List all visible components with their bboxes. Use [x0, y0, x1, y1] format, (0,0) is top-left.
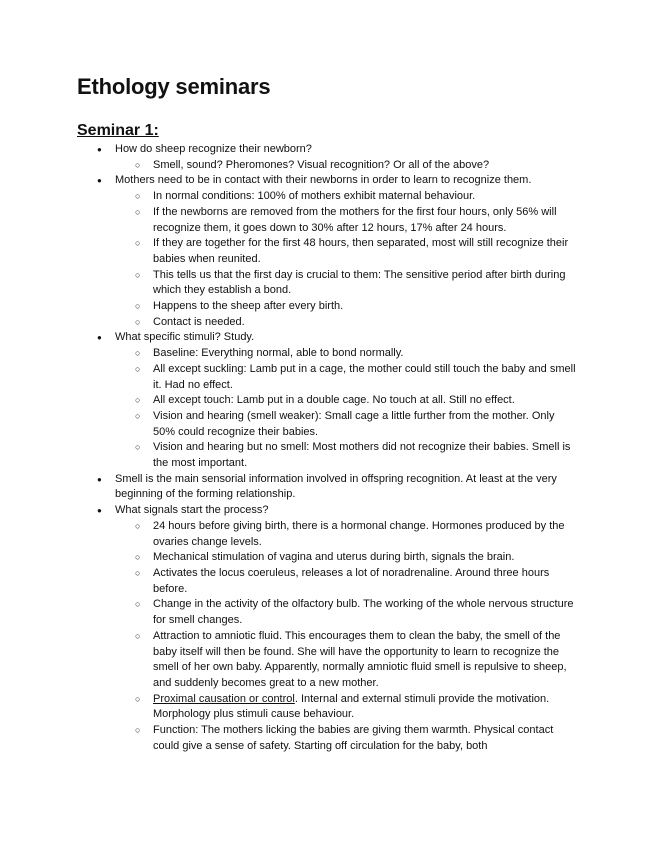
sub-list-item: ○ 24 hours before giving birth, there is a hormonal change. Hormones produced by the ovaries change levels. [115, 519, 585, 550]
proximal-causation-link-text: Proximal causation or control [153, 692, 295, 705]
sub-list-item: ○ Vision and hearing (smell weaker): Small cage a little further from the mother. Only 50% could recognize their babies. [115, 409, 585, 440]
sub-list-item: ○ Change in the activity of the olfactory bulb. The working of the whole nervous structure for smell changes. [115, 597, 585, 628]
list-item [95, 173, 585, 330]
list-item [95, 472, 585, 503]
sub-list [115, 519, 585, 755]
proximal-causation-rest: . Internal and external stimuli provide the motivation. Morphology plus stimuli cause behaviour. [153, 692, 550, 721]
list-item [95, 503, 585, 754]
sub-list [115, 158, 585, 174]
list-item [95, 330, 585, 471]
sub-list-item: ○ Function: The mothers licking the babies are giving them warmth. Physical contact could give a sense of safety. Starting off circulation for the baby, both [115, 723, 585, 754]
section-title: Seminar 1: [77, 122, 159, 139]
sub-list-item: ○ Contact is needed. [115, 315, 585, 331]
sub-list-item: ○ Mechanical stimulation of vagina and uterus during birth, signals the brain. [115, 550, 585, 566]
list-item-text: What signals start the process? [115, 504, 269, 517]
sub-list-item: ○ If the newborns are removed from the mothers for the first four hours, only 56% will recognize them, it goes down to 30% after 12 hours, 17% after 24 hours. [115, 205, 585, 236]
sub-list-item: ○ Activates the locus coeruleus, releases a lot of noradrenaline. Around three hours before. [115, 566, 585, 597]
sub-list-item: ○ In normal conditions: 100% of mothers exhibit maternal behaviour. [115, 189, 585, 205]
sub-list-item: ○ All except touch: Lamb put in a double cage. No touch at all. Still no effect. [115, 393, 585, 409]
sub-list [115, 189, 585, 330]
sub-list-item: ○ If they are together for the first 48 hours, then separated, most will still recognize their babies when reunited. [115, 236, 585, 267]
sub-list-item: ○ Smell, sound? Pheromones? Visual recognition? Or all of the above? [115, 158, 585, 174]
sub-list-item: ○ Vision and hearing but no smell: Most mothers did not recognize their babies. Smell is the most important. [115, 440, 585, 471]
notes-list [95, 142, 585, 754]
sub-list [115, 346, 585, 472]
list-item-text: What specific stimuli? Study. [115, 331, 255, 344]
list-item-text: Smell is the main sensorial information involved in offspring recognition. At least at the very beginning of the forming relationship. [115, 472, 557, 501]
list-item-text: Mothers need to be in contact with their newborns in order to learn to recognize them. [115, 174, 532, 187]
sub-list-item: ○ All except suckling: Lamb put in a cage, the mother could still touch the baby and smell it. Had no effect. [115, 362, 585, 393]
sub-list-item: ○ Attraction to amniotic fluid. This encourages them to clean the baby, the smell of the baby itself will then be found. She will have the opportunity to learn to recognize the smell of her own baby. Apparently, normally amniotic fluid smell is repulsive to sheep, and suddenly becomes great to a new mother. [115, 629, 585, 692]
list-item [95, 142, 585, 173]
sub-list-item: ○ This tells us that the first day is crucial to them: The sensitive period after birth during which they establish a bond. [115, 268, 585, 299]
list-item-text: How do sheep recognize their newborn? [115, 143, 312, 155]
sub-list-item: ○ Baseline: Everything normal, able to bond normally. [115, 346, 585, 362]
document-title: Ethology seminars [77, 74, 271, 99]
sub-list-item [115, 692, 585, 723]
sub-list-item: ○ Happens to the sheep after every birth. [115, 299, 585, 315]
